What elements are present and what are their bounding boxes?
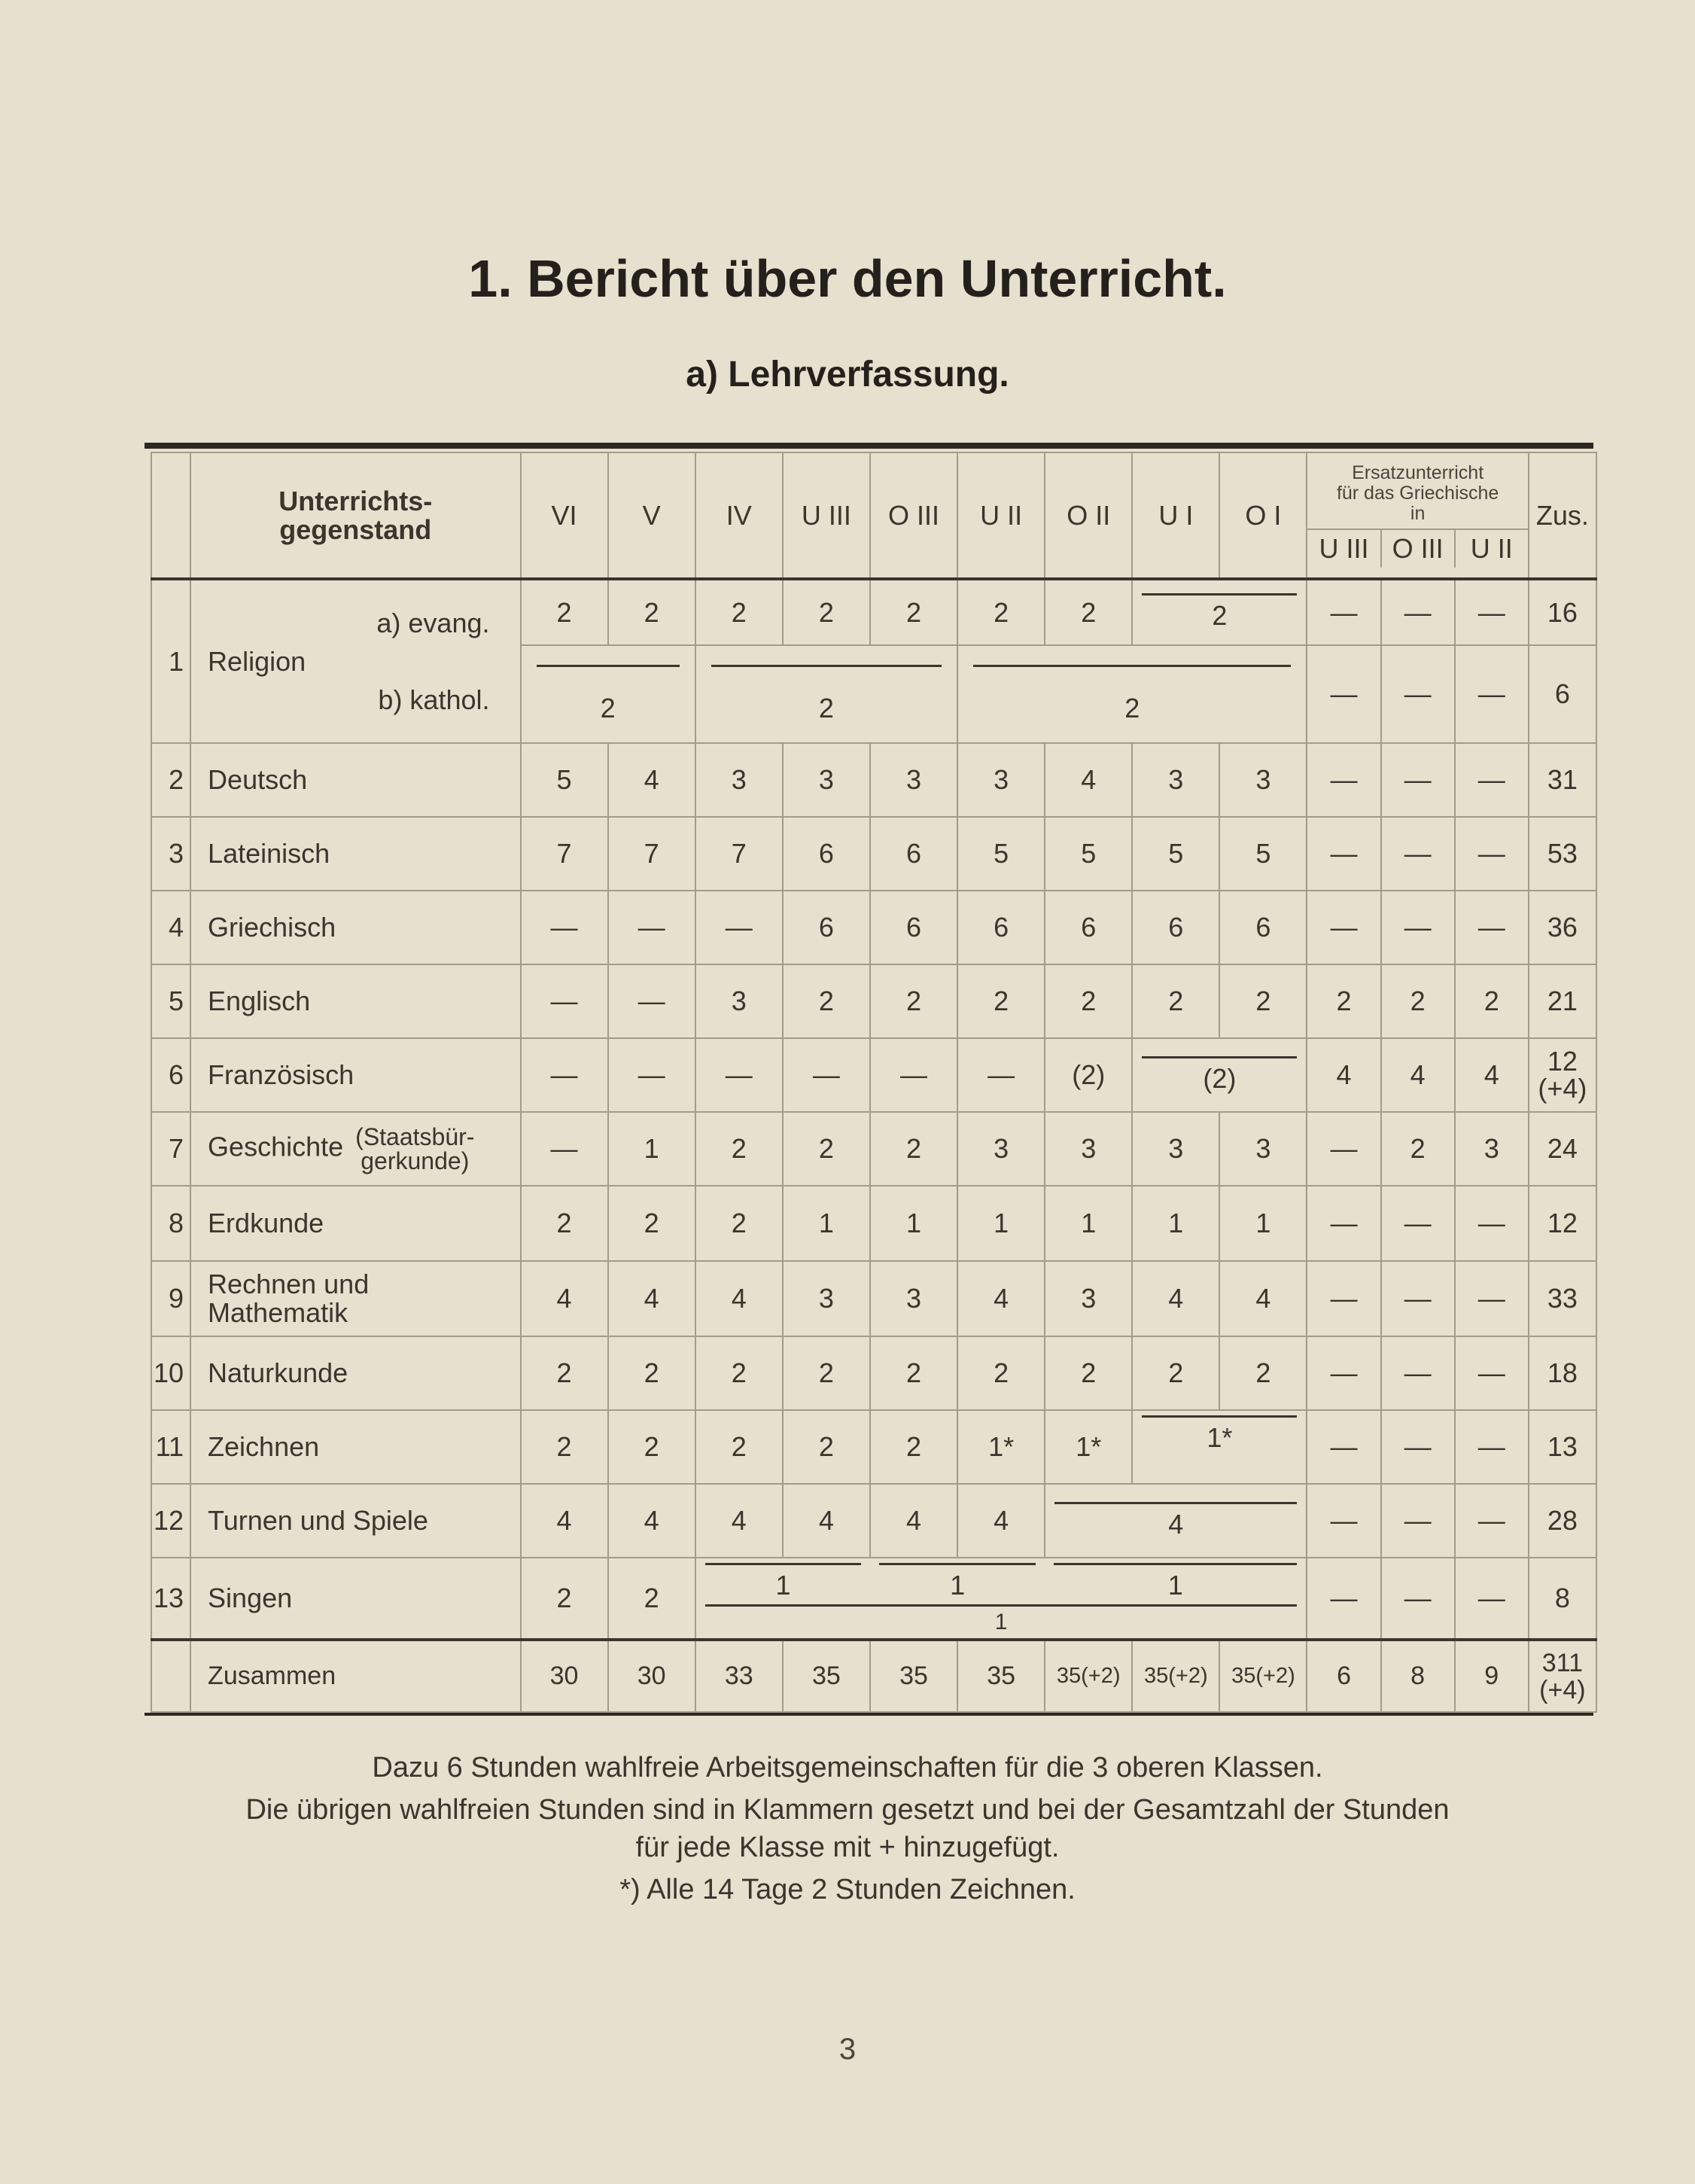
cell-ersatz: — — [1307, 579, 1380, 645]
brace-line — [1054, 1502, 1297, 1504]
cell-value: 3 — [1219, 743, 1307, 817]
cell-ersatz: — — [1455, 1261, 1529, 1336]
header-subject-line1: Unterrichts- — [278, 485, 433, 516]
header-subject-cell — [190, 452, 520, 579]
cell-value: 6 — [870, 817, 957, 891]
row-number: 10 — [151, 1336, 190, 1410]
row-subject: Zeichnen — [190, 1410, 520, 1484]
cell-value: 3 — [1045, 1261, 1132, 1336]
row-number: 13 — [151, 1558, 190, 1640]
header-ersatz-cell — [1307, 452, 1528, 579]
sum-row — [151, 1640, 1596, 1712]
header-class: U I — [1132, 452, 1219, 579]
row-number: 5 — [151, 964, 190, 1038]
cell-ersatz: — — [1455, 1186, 1529, 1261]
total-line2: (+4) — [1538, 1073, 1587, 1104]
cell-value: 4 — [608, 1484, 695, 1558]
merged-cell — [1132, 1038, 1307, 1112]
cell-value: 4 — [1132, 1261, 1219, 1336]
cell-ersatz: — — [1381, 743, 1455, 817]
cell-total: 13 — [1529, 1410, 1596, 1484]
table-row — [151, 743, 1596, 817]
cell-value: 2 — [1045, 964, 1132, 1038]
cell-value: 7 — [608, 817, 695, 891]
cell-value: 2 — [870, 579, 957, 645]
cell-value: 1* — [1207, 1422, 1233, 1453]
cell-value: 30 — [521, 1640, 608, 1712]
page-title: 1. Bericht über den Unterricht. — [468, 249, 1227, 308]
cell-ersatz: 4 — [1381, 1038, 1455, 1112]
cell-ersatz: — — [1455, 579, 1529, 645]
cell-total: 12 — [1529, 1186, 1596, 1261]
note-line: Die übrigen wahlfreien Stunden sind in Klammern gesetzt und bei der Gesamtzahl der Stunden — [245, 1794, 1450, 1826]
cell-total: 53 — [1529, 817, 1596, 891]
cell-value: 35 — [783, 1640, 870, 1712]
cell-value: 2 — [521, 579, 608, 645]
cell-value: 2 — [1132, 964, 1219, 1038]
cell-value: 2 — [521, 1558, 608, 1640]
merged-cell — [1132, 1410, 1307, 1484]
brace-line — [1142, 1056, 1297, 1058]
cell-value: (2) — [1045, 1038, 1132, 1112]
row-number: 7 — [151, 1112, 190, 1186]
header-nr-cell — [151, 452, 190, 579]
note-line: *) Alle 14 Tage 2 Stunden Zeichnen. — [619, 1874, 1076, 1905]
cell-value: 1 — [1167, 1570, 1183, 1601]
table-row — [151, 1186, 1596, 1261]
cell-value: 1 — [950, 1570, 966, 1601]
cell-value: 4 — [521, 1484, 608, 1558]
cell-value: 6 — [1045, 891, 1132, 964]
note-line: Dazu 6 Stunden wahlfreie Arbeitsgemeinschaften für die 3 oberen Klassen. — [372, 1752, 1323, 1783]
cell-value: 2 — [1132, 1336, 1219, 1410]
cell-ersatz: — — [1307, 1186, 1380, 1261]
rechnen-line2: Mathematik — [208, 1297, 348, 1328]
cell-ersatz: — — [1307, 1336, 1380, 1410]
cell-value: 4 — [608, 1261, 695, 1336]
cell-ersatz: 9 — [1455, 1640, 1529, 1712]
cell-value: 1* — [1045, 1410, 1132, 1484]
row-subject — [190, 579, 520, 743]
cell-value: 1 — [957, 1186, 1045, 1261]
cell-value: 2 — [870, 964, 957, 1038]
cell-value: 1 — [1045, 1186, 1132, 1261]
cell-value: 3 — [783, 1261, 870, 1336]
cell-value: 3 — [695, 964, 783, 1038]
cell-value: — — [521, 1038, 608, 1112]
cell-ersatz: — — [1307, 1261, 1380, 1336]
gesch-subtitle — [355, 1125, 474, 1173]
cell-value: — — [608, 964, 695, 1038]
cell-value: (2) — [1203, 1062, 1237, 1094]
cell-value: 2 — [783, 1410, 870, 1484]
cell-value: 4 — [957, 1484, 1045, 1558]
cell-value: 2 — [870, 1410, 957, 1484]
cell-value: 2 — [521, 1410, 608, 1484]
cell-value: 2 — [695, 1186, 783, 1261]
cell-value: 4 — [870, 1484, 957, 1558]
singen-group — [1045, 1563, 1306, 1601]
cell-value: 2 — [695, 1336, 783, 1410]
row-subject: Englisch — [190, 964, 520, 1038]
cell-value: 2 — [783, 1336, 870, 1410]
row-number — [151, 1640, 190, 1712]
merged-cell — [1045, 1484, 1307, 1558]
table-row — [151, 891, 1596, 964]
header-ersatz-class: O III — [1382, 530, 1456, 568]
cell-ersatz: 4 — [1455, 1038, 1529, 1112]
brace-line — [705, 1563, 862, 1565]
gesch-sub-line2: gerkunde) — [361, 1147, 470, 1174]
cell-value: 3 — [870, 743, 957, 817]
cell-value: 1 — [1219, 1186, 1307, 1261]
merged-cell — [695, 645, 957, 743]
merged-cell — [1132, 579, 1307, 645]
cell-value: 2 — [695, 579, 783, 645]
cell-ersatz: — — [1307, 1410, 1380, 1484]
brace-line — [973, 665, 1291, 667]
cell-ersatz: — — [1381, 645, 1455, 743]
cell-ersatz: 4 — [1307, 1038, 1380, 1112]
table-header-row — [151, 452, 1596, 579]
cell-value: 2 — [783, 579, 870, 645]
cell-value: 5 — [957, 817, 1045, 891]
cell-total: 28 — [1529, 1484, 1596, 1558]
table-row — [151, 964, 1596, 1038]
cell-value: 2 — [1124, 692, 1140, 723]
table-row — [151, 1038, 1596, 1112]
row-subject: Zusammen — [190, 1640, 520, 1712]
cell-value: 2 — [1212, 600, 1228, 631]
header-class: VI — [521, 452, 608, 579]
cell-ersatz: — — [1307, 1484, 1380, 1558]
brace-line — [1142, 1415, 1297, 1418]
table-row — [151, 817, 1596, 891]
table-row — [151, 1484, 1596, 1558]
brace-line — [879, 1563, 1036, 1565]
row-number: 1 — [151, 579, 190, 743]
header-ersatz-line2: für das Griechische — [1336, 483, 1499, 504]
table-row — [151, 579, 1596, 645]
cell-value: — — [521, 891, 608, 964]
cell-value: 3 — [1132, 743, 1219, 817]
cell-value: 5 — [521, 743, 608, 817]
cell-ersatz: — — [1307, 1112, 1380, 1186]
cell-value: — — [695, 1038, 783, 1112]
cell-ersatz: — — [1381, 1186, 1455, 1261]
cell-ersatz: — — [1381, 1336, 1455, 1410]
religion-label: Religion — [208, 645, 306, 677]
cell-total — [1529, 1038, 1596, 1112]
cell-value: 1 — [870, 1186, 957, 1261]
singen-groups — [696, 1563, 1307, 1601]
header-class: O III — [870, 452, 957, 579]
cell-value: 6 — [783, 817, 870, 891]
cell-ersatz: — — [1381, 1558, 1455, 1640]
header-class: O I — [1219, 452, 1307, 579]
cell-ersatz: — — [1307, 645, 1380, 743]
cell-value: — — [870, 1038, 957, 1112]
cell-value: 2 — [783, 1112, 870, 1186]
cell-value: 4 — [1168, 1508, 1184, 1540]
table-row — [151, 1336, 1596, 1410]
header-class: V — [608, 452, 695, 579]
cell-value: — — [521, 1112, 608, 1186]
cell-value: 35(+2) — [1045, 1640, 1132, 1712]
row-subject: Deutsch — [190, 743, 520, 817]
cell-value: 4 — [695, 1484, 783, 1558]
cell-value: 4 — [1219, 1261, 1307, 1336]
cell-value: 1 — [608, 1112, 695, 1186]
cell-value: 2 — [608, 1558, 695, 1640]
section-subtitle: a) Lehrverfassung. — [686, 355, 1009, 394]
cell-total: 6 — [1529, 645, 1596, 743]
religion-evang-label: a) evang. — [376, 607, 490, 638]
row-subject: Turnen und Spiele — [190, 1484, 520, 1558]
table-top-rule — [145, 443, 1593, 449]
cell-total: 21 — [1529, 964, 1596, 1038]
cell-value: 2 — [957, 1336, 1045, 1410]
header-class: U III — [783, 452, 870, 579]
cell-value: 4 — [1045, 743, 1132, 817]
row-subject: Singen — [190, 1558, 520, 1640]
cell-total: 8 — [1529, 1558, 1596, 1640]
header-class: O II — [1045, 452, 1132, 579]
cell-value: 33 — [695, 1640, 783, 1712]
cell-ersatz: — — [1307, 891, 1380, 964]
cell-value: 5 — [1219, 817, 1307, 891]
cell-total: 24 — [1529, 1112, 1596, 1186]
cell-ersatz: — — [1381, 1261, 1455, 1336]
cell-ersatz: — — [1381, 891, 1455, 964]
cell-value: 2 — [608, 1336, 695, 1410]
cell-value: 2 — [608, 1186, 695, 1261]
cell-value: 6 — [783, 891, 870, 964]
cell-value: 2 — [608, 1410, 695, 1484]
cell-value: 3 — [783, 743, 870, 817]
header-total: Zus. — [1529, 452, 1596, 579]
cell-value: 2 — [608, 579, 695, 645]
cell-value: 1 — [775, 1570, 791, 1601]
cell-ersatz: 3 — [1455, 1112, 1529, 1186]
cell-ersatz: — — [1381, 1410, 1455, 1484]
total-line2: (+4) — [1539, 1675, 1586, 1704]
cell-value: 5 — [1132, 817, 1219, 891]
header-subject-line2: gegenstand — [279, 513, 432, 545]
row-number: 4 — [151, 891, 190, 964]
cell-ersatz: 2 — [1381, 964, 1455, 1038]
cell-value: 4 — [957, 1261, 1045, 1336]
row-subject — [190, 1112, 520, 1186]
cell-value: 6 — [1132, 891, 1219, 964]
row-number: 3 — [151, 817, 190, 891]
cell-value: 7 — [695, 817, 783, 891]
row-number: 6 — [151, 1038, 190, 1112]
table-row — [151, 1112, 1596, 1186]
row-subject: Französisch — [190, 1038, 520, 1112]
header-ersatz-line1: Ersatzunterricht — [1352, 462, 1484, 483]
gesch-subject: Geschichte — [208, 1131, 344, 1162]
row-subject: Griechisch — [190, 891, 520, 964]
cell-total: 18 — [1529, 1336, 1596, 1410]
cell-value: 35 — [870, 1640, 957, 1712]
cell-value: 1 — [1132, 1186, 1219, 1261]
cell-value: 35(+2) — [1132, 1640, 1219, 1712]
cell-ersatz: — — [1455, 743, 1529, 817]
total-line1: 311 — [1541, 1648, 1583, 1677]
cell-ersatz: — — [1455, 891, 1529, 964]
cell-total: 33 — [1529, 1261, 1596, 1336]
cell-ersatz: 2 — [1307, 964, 1380, 1038]
brace-line — [537, 665, 680, 667]
row-number: 8 — [151, 1186, 190, 1261]
cell-total: 16 — [1529, 579, 1596, 645]
cell-value: 2 — [1045, 1336, 1132, 1410]
cell-ersatz: — — [1381, 579, 1455, 645]
header-ersatz-line3: in — [1410, 503, 1426, 524]
cell-ersatz: — — [1455, 1336, 1529, 1410]
table-row — [151, 1410, 1596, 1484]
singen-group — [696, 1563, 871, 1601]
cell-value: 6 — [870, 891, 957, 964]
religion-kathol-label: b) kathol. — [378, 684, 490, 715]
cell-value: 2 — [870, 1336, 957, 1410]
cell-value: 4 — [608, 743, 695, 817]
cell-value: 2 — [957, 579, 1045, 645]
cell-value: — — [521, 964, 608, 1038]
cell-value: 35(+2) — [1219, 1640, 1307, 1712]
cell-total: 36 — [1529, 891, 1596, 964]
singen-groups-cell — [695, 1558, 1307, 1640]
cell-ersatz: 8 — [1381, 1640, 1455, 1712]
cell-value: 2 — [521, 1186, 608, 1261]
header-class: U II — [957, 452, 1045, 579]
cell-value: 30 — [608, 1640, 695, 1712]
cell-ersatz: — — [1307, 1558, 1380, 1640]
cell-value: 2 — [870, 1112, 957, 1186]
row-subject: Erdkunde — [190, 1186, 520, 1261]
cell-value: — — [783, 1038, 870, 1112]
note-line: für jede Klasse mit + hinzugefügt. — [635, 1832, 1060, 1863]
cell-ersatz: — — [1381, 817, 1455, 891]
cell-ersatz: 2 — [1381, 1112, 1455, 1186]
cell-value: — — [608, 891, 695, 964]
cell-value: 6 — [957, 891, 1045, 964]
cell-value: 4 — [783, 1484, 870, 1558]
cell-ersatz: — — [1307, 817, 1380, 891]
merged-cell — [521, 645, 695, 743]
cell-value: 2 — [957, 964, 1045, 1038]
cell-value: 2 — [600, 692, 616, 723]
cell-total — [1529, 1640, 1596, 1712]
rechnen-line1: Rechnen und — [208, 1269, 370, 1299]
lehrverfassung-table — [151, 452, 1597, 1713]
row-number: 2 — [151, 743, 190, 817]
cell-value: 3 — [957, 743, 1045, 817]
cell-ersatz: — — [1381, 1484, 1455, 1558]
row-number: 12 — [151, 1484, 190, 1558]
cell-value: 6 — [1219, 891, 1307, 964]
header-class: IV — [695, 452, 783, 579]
cell-ersatz: — — [1455, 1410, 1529, 1484]
footnotes — [0, 1747, 1695, 1911]
brace-line — [705, 1604, 1298, 1607]
cell-value: 2 — [521, 1336, 608, 1410]
cell-value: 3 — [695, 743, 783, 817]
brace-line — [1054, 1563, 1297, 1565]
cell-value: — — [957, 1038, 1045, 1112]
cell-value: 3 — [870, 1261, 957, 1336]
cell-ersatz: — — [1307, 743, 1380, 817]
cell-value: — — [608, 1038, 695, 1112]
cell-value: 2 — [783, 964, 870, 1038]
table-bottom-rule — [145, 1713, 1593, 1716]
total-line1: 12 — [1547, 1046, 1578, 1077]
row-number: 9 — [151, 1261, 190, 1336]
cell-value: 2 — [1219, 1336, 1307, 1410]
cell-value: 1* — [957, 1410, 1045, 1484]
cell-value: 1 — [994, 1610, 1008, 1634]
cell-value: 2 — [695, 1410, 783, 1484]
row-subject: Naturkunde — [190, 1336, 520, 1410]
cell-value: 5 — [1045, 817, 1132, 891]
merged-cell — [957, 645, 1307, 743]
row-number: 11 — [151, 1410, 190, 1484]
brace-line — [711, 665, 942, 667]
cell-ersatz: — — [1455, 645, 1529, 743]
cell-ersatz: — — [1455, 1484, 1529, 1558]
header-ersatz-classes — [1307, 528, 1527, 568]
cell-ersatz: — — [1455, 817, 1529, 891]
cell-value: 2 — [1219, 964, 1307, 1038]
cell-value: 35 — [957, 1640, 1045, 1712]
gesch-sub-line1: (Staatsbür- — [355, 1123, 475, 1150]
cell-value: 2 — [818, 692, 834, 723]
header-ersatz-class: U III — [1307, 530, 1381, 568]
cell-value: 4 — [695, 1261, 783, 1336]
cell-ersatz: 2 — [1455, 964, 1529, 1038]
header-ersatz-class: U II — [1470, 533, 1513, 564]
cell-value: 3 — [1219, 1112, 1307, 1186]
cell-value: — — [695, 891, 783, 964]
cell-value: 3 — [957, 1112, 1045, 1186]
cell-value: 2 — [695, 1112, 783, 1186]
cell-value: 3 — [1045, 1112, 1132, 1186]
cell-value: 2 — [1045, 579, 1132, 645]
cell-value: 7 — [521, 817, 608, 891]
row-subject: Lateinisch — [190, 817, 520, 891]
cell-total: 31 — [1529, 743, 1596, 817]
brace-line — [1142, 593, 1297, 595]
row-subject — [190, 1261, 520, 1336]
cell-value: 4 — [521, 1261, 608, 1336]
cell-value: 3 — [1132, 1112, 1219, 1186]
singen-group — [870, 1563, 1045, 1601]
table-row — [151, 1558, 1596, 1640]
table-row — [151, 1261, 1596, 1336]
cell-value: 1 — [783, 1186, 870, 1261]
cell-ersatz: — — [1455, 1558, 1529, 1640]
cell-ersatz: 6 — [1307, 1640, 1380, 1712]
page-number: 3 — [838, 2033, 857, 2066]
